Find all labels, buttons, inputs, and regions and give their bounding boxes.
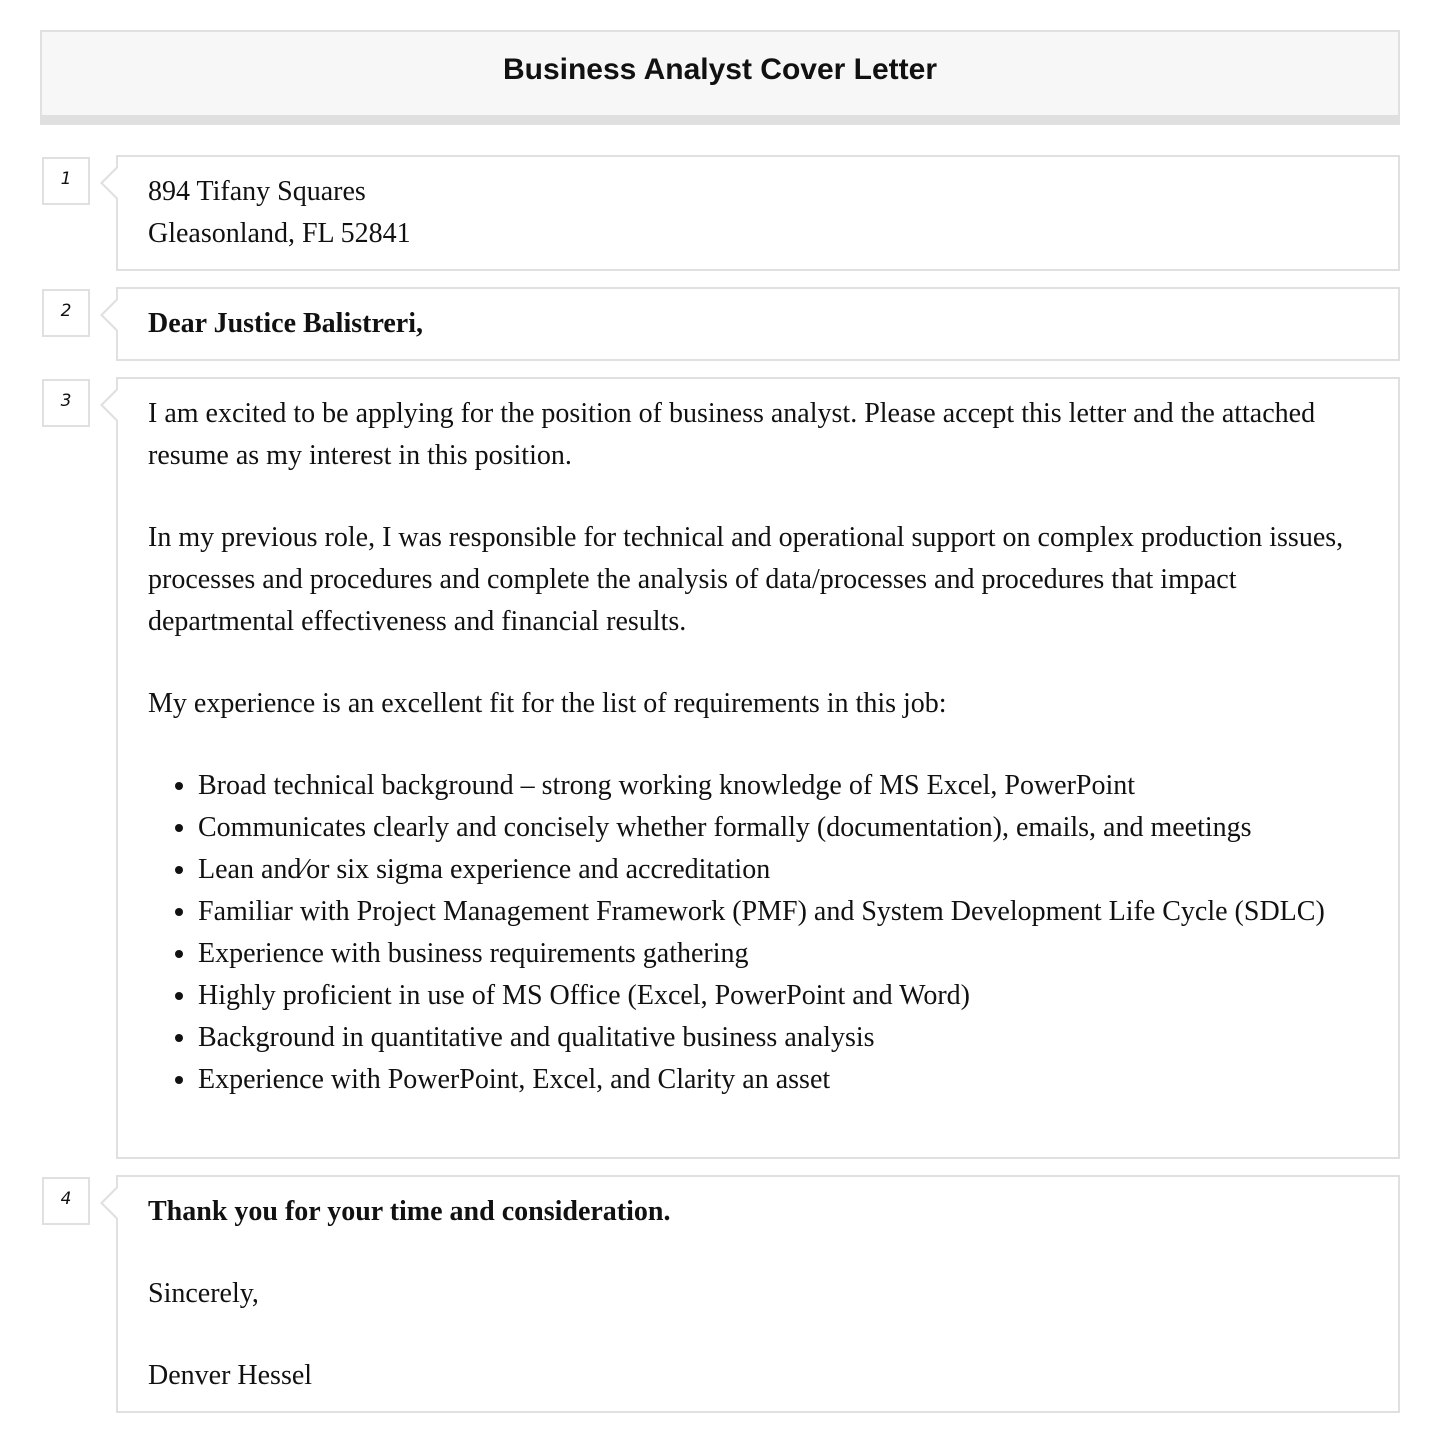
body-paragraph: My experience is an excellent fit for the list of requirements in this job: [148, 688, 947, 719]
closing-thanks: Thank you for your time and consideration. [148, 1196, 671, 1227]
signature-name: Denver Hessel [148, 1360, 313, 1391]
section-salutation [42, 287, 1400, 361]
section-content [116, 287, 1400, 361]
list-item: • Broad technical background – strong working knowledge of MS Excel, PowerPoint [198, 765, 1368, 807]
section-closing [42, 1175, 1400, 1413]
body-paragraph: In my previous role, I was responsible for technical and operational support on complex production issues, processes and procedures and complete the analysis of data/processes and procedures that impact departmental effectiveness and financial results. [148, 522, 1344, 637]
list-item: • Experience with business requirements gathering [198, 933, 1368, 975]
section-number: 3 [42, 379, 90, 427]
section-address [42, 155, 1400, 271]
salutation: Dear Justice Balistreri, [148, 308, 424, 339]
section-number: 1 [42, 157, 90, 205]
body-paragraph: I am excited to be applying for the position of business analyst. Please accept this letter and the attached resume as my interest in this position. [148, 398, 1316, 471]
address-line-2: Gleasonland, FL 52841 [148, 218, 411, 249]
address-line-1: 894 Tifany Squares [148, 176, 366, 207]
list-item: • Highly proficient in use of MS Office (Excel, PowerPoint and Word) [198, 975, 1368, 1017]
section-number: 4 [42, 1177, 90, 1225]
document-header [40, 30, 1400, 125]
list-item: • Background in quantitative and qualitative business analysis [198, 1017, 1368, 1059]
section-content [116, 377, 1400, 1159]
list-item: • Experience with PowerPoint, Excel, and Clarity an asset [198, 1059, 1368, 1101]
list-item: • Lean and⁄or six sigma experience and accreditation [198, 849, 1368, 891]
sign-off: Sincerely, [148, 1278, 259, 1309]
section-content [116, 1175, 1400, 1413]
list-item: • Familiar with Project Management Framework (PMF) and System Development Life Cycle (SDLC) [198, 891, 1368, 933]
list-item: • Communicates clearly and concisely whether formally (documentation), emails, and meetings [198, 807, 1368, 849]
section-body [42, 377, 1400, 1159]
section-number: 2 [42, 289, 90, 337]
requirements-list [148, 765, 1368, 1101]
document-title: Business Analyst Cover Letter [502, 52, 938, 86]
section-content [116, 155, 1400, 271]
